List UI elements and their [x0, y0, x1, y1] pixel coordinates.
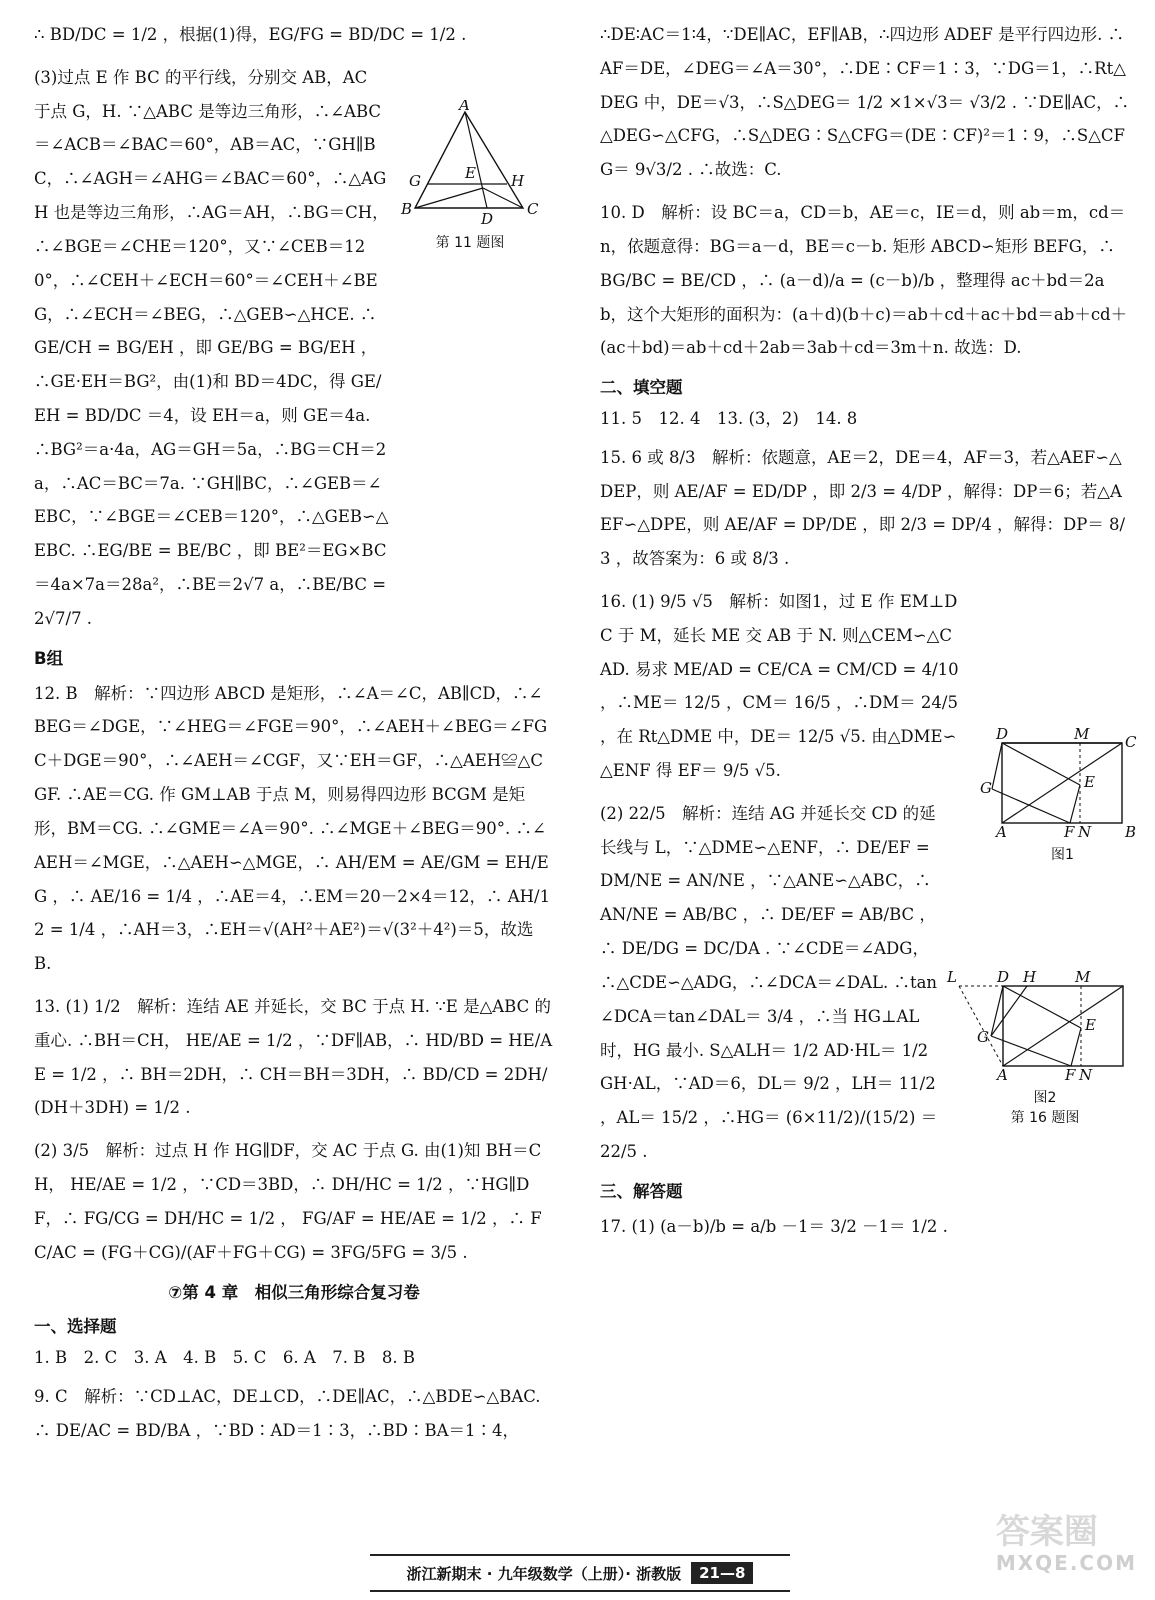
- answer-paragraph: 13. (1) 1/2 解析：连结 AE 并延长，交 BC 于点 H. ∵E 是△ABC 的重心. ∴BH＝CH， HE/AE = 1/2 ，∵DF∥AB，∴ HD/BD = HE/AE = 1/2 ，∴ BH＝2DH，∴ CH＝BH＝3DH，∴ BD/CD = 2DH/(DH＋3DH) = 1/2 .: [34, 996, 553, 1118]
- fig16-1-label: M: [1074, 725, 1090, 743]
- answer-paragraph: (2) 22/5 解析：连结 AG 并延长交 CD 的延长线与 L，∵△DME∽△ENF，∴ DE/EF = DM/NE = AN/NE ，∵△ANE∽△ABC，∴ AN/NE = AB/BC ，∴ DE/EF = AB/BC ，∴ DE/DG = DC/DA . ∵∠CDE＝∠ADG，∴△CDE∽△ADG，∴∠DCA＝∠DAL. ∴tan∠DCA＝tan∠DAL＝ 3/4 ，∴当 HG⊥AL 时，HG 最小. S△ALH＝ 1/2 AD·HL＝ 1/2 GH·AL，∵AD＝6，DL＝ 9/2 ，LH＝ 11/2 ，AL＝ 15/2 ，∴HG＝ (6×11/2)/(15/2) ＝ 22/5 .: [600, 803, 938, 1161]
- section-heading: 一、选择题: [34, 1317, 117, 1337]
- fig11-label: A: [459, 100, 470, 114]
- section-heading: 三、解答题: [600, 1181, 683, 1201]
- fig16-1-label: C: [1125, 733, 1137, 751]
- fig11-label: D: [481, 210, 494, 228]
- fig16-2-label: A: [997, 1066, 1008, 1083]
- fig11-label: B: [401, 200, 413, 218]
- figure-16-2: [945, 968, 1145, 1128]
- figure-16-1-diagram: [980, 725, 1145, 840]
- answer-paragraph: 12. B 解析：∵四边形 ABCD 是矩形，∴∠A＝∠C，AB∥CD，∴∠BEG＝∠DGE，∵∠HEG＝∠FGE＝90°，∴∠AEH＋∠BEG＝∠FGC＋DGE＝90°，∴∠AEH＝∠CGF，又∵EH＝GF，∴△AEH≌△CGF. ∴AE＝CG. 作 GM⊥AB 于点 M，则易得四边形 BCGM 是矩形，BM＝CG. ∴∠GME＝∠A＝90°. ∴∠MGE＋∠BEG＝90°. ∴∠AEH＝∠MGE，∴△AEH∽△MGE，∴ AH/EM = AE/GM = EH/EG ，∴ AE/16 = 1/4 ，∴AE＝4，∴EM＝20－2×4＝12，∴ AH/12 = 1/4 ，∴AH＝3，∴EH＝√(AH²＋AE²)＝√(3²＋4²)＝5，故选 B.: [34, 683, 551, 974]
- answer-paragraph: ∴DE∶AC＝1∶4，∵DE∥AC，EF∥AB，∴四边形 ADEF 是平行四边形. ∴AF＝DE，∠DEG＝∠A＝30°，∴DE∶CF＝1∶3，∵DG＝1，∴Rt△DEG 中，DE＝√3，∴S△DEG＝ 1/2 ×1×√3＝ √3/2 . ∵DE∥AC，∴△DEG∽△CFG，∴S△DEG∶S△CFG＝(DE∶CF)²＝1∶9，∴S△CFG＝ 9√3/2 . ∴故选：C.: [600, 25, 1130, 180]
- page-footer: [370, 1554, 790, 1592]
- fig16-2-label: F: [1065, 1066, 1076, 1083]
- figure-16-1-caption: 图1: [1051, 847, 1074, 863]
- answer-paragraph: 15. 6 或 8/3 解析：依题意，AE＝2，DE＝4，AF＝3，若△AEF∽△DEP，则 AE/AF = ED/DP ，即 2/3 = 4/DP ，解得：DP＝6；若△AEF∽△DPE，则 AE/AF = DP/DE ，即 2/3 = DP/4 ，解得：DP＝ 8/3 ，故答案为：6 或 8/3 .: [600, 447, 1126, 569]
- watermark-sub: MXQE.COM: [995, 1551, 1137, 1575]
- fig16-2-label: M: [1075, 968, 1091, 986]
- watermark: [995, 1512, 1137, 1575]
- answer-paragraph: 11. 5 12. 4 13. (3，2) 14. 8: [600, 409, 858, 429]
- page-number: 21—8: [691, 1562, 753, 1584]
- fig11-label: H: [511, 172, 525, 190]
- fig16-1-label: D: [996, 725, 1009, 743]
- answer-paragraph: 10. D 解析：设 BC＝a，CD＝b，AE＝c，IE＝d，则 ab＝m，cd＝n，依题意得：BG＝a－d，BE＝c－b. 矩形 ABCD∽矩形 BEFG，∴ BG/BC = BE/CD ，∴ (a－d)/a = (c－b)/b ，整理得 ac＋bd＝2ab，这个大矩形的面积为：(a＋d)(b＋c)＝ab＋cd＋ac＋bd＝ab＋cd＋(ac＋bd)＝ab＋cd＋2ab＝3ab＋cd＝3m＋n. 故选：D.: [600, 203, 1128, 358]
- fig16-1-label: B: [1125, 823, 1137, 840]
- fig16-2-label: N: [1079, 1066, 1093, 1083]
- fig11-label: E: [465, 164, 476, 182]
- answer-paragraph: 17. (1) (a－b)/b = a/b －1＝ 3/2 －1＝ 1/2 .: [600, 1216, 948, 1236]
- fig16-2-label: E: [1085, 1016, 1096, 1034]
- fig16-1-label: G: [980, 779, 992, 797]
- figure-16-2-caption: 图2: [1033, 1090, 1057, 1106]
- fig16-2-label: H: [1023, 968, 1037, 986]
- answer-paragraph: 16. (1) 9/5 √5 解析：如图1，过 E 作 EM⊥DC 于 M，延长 ME 交 AB 于 N. 则△CEM∽△CAD. 易求 ME/AD = CE/CA = CM/CD = 4/10 ，∴ME＝ 12/5 ，CM＝ 16/5 ，∴DM＝ 24/5 ，在 Rt△DME 中，DE＝ 12/5 √5. 由△DME∽△ENF 得 EF＝ 9/5 √5.: [600, 591, 959, 780]
- answer-paragraph: (3)过点 E 作 BC 的平行线，分别交 AB，AC 于点 G，H. ∵△ABC 是等边三角形，∴∠ABC＝∠ACB＝∠BAC＝60°，AB＝AC，∵GH∥BC，∴∠AGH＝∠AHG＝∠BAC＝60°，∴△AGH 也是等边三角形，∴AG＝AH，∴BG＝CH，∴∠BGE＝∠CHE＝120°，又∵∠CEB＝120°，∴∠CEH＋∠ECH＝60°＝∠CEH＋∠BEG，∴∠ECH＝∠BEG，∴△GEB∽△HCE. ∴GE/CH = BG/EH ，即 GE/BG = BG/EH ，∴GE·EH＝BG²，由(1)和 BD＝4DC，得 GE/EH = BD/DC ＝4，设 EH＝a，则 GE＝4a. ∴BG²＝a·4a，AG＝GH＝5a，∴BG＝CH＝2a，∴AC＝BC＝7a. ∵GH∥BC，∴∠GEB＝∠EBC，∵∠BGE＝∠CEB＝120°，∴△GEB∽△EBC. ∴EG/BE = BE/BC ，即 BE²＝EG×BC＝4a×7a＝28a²，∴BE＝2√7 a，∴BE/BC = 2√7/7 .: [34, 67, 389, 628]
- fig11-label: G: [409, 172, 421, 190]
- figure-16-title: 第 16 题图: [1010, 1110, 1080, 1126]
- section-heading: B组: [34, 648, 64, 668]
- fig16-1-label: N: [1078, 823, 1092, 840]
- fig16-2-label: D: [997, 968, 1010, 986]
- figure-11: [395, 100, 545, 250]
- watermark-main: 答案圈: [995, 1512, 1098, 1552]
- figure-16-2-diagram: [945, 968, 1145, 1083]
- fig16-2-label: L: [947, 968, 957, 986]
- section-heading: 二、填空题: [600, 378, 683, 398]
- figure-11-diagram: [395, 100, 545, 228]
- footer-text: 浙江新期末 · 九年级数学（上册）· 浙教版: [406, 1564, 682, 1583]
- fig16-1-label: F: [1064, 823, 1075, 840]
- figure-11-caption: 第 11 题图: [435, 235, 505, 251]
- answer-paragraph: 9. C 解析：∵CD⊥AC，DE⊥CD，∴DE∥AC，∴△BDE∽△BAC. ∴ DE/AC = BD/BA ，∵BD∶AD＝1∶3，∴BD∶BA＝1∶4，: [34, 1387, 541, 1440]
- fig16-2-label: G: [977, 1028, 989, 1046]
- chapter-title: ⑦第 4 章 相似三角形综合复习卷: [168, 1283, 420, 1303]
- fig11-label: C: [527, 200, 539, 218]
- answer-paragraph: ∴ BD/DC = 1/2 ，根据(1)得，EG/FG = BD/DC = 1/2 .: [34, 25, 467, 44]
- answer-paragraph: 1. B 2. C 3. A 4. B 5. C 6. A 7. B 8. B: [34, 1348, 415, 1368]
- answer-paragraph: (2) 3/5 解析：过点 H 作 HG∥DF，交 AC 于点 G. 由(1)知 BH＝CH， HE/AE = 1/2 ，∵CD＝3BD，∴ DH/HC = 1/2 ，∵HG∥DF，∴ FG/CG = DH/HC = 1/2 ， FG/AF = HE/AE = 1/2 ，∴ FC/AC = (FG＋CG)/(AF＋FG＋CG) = 3FG/5FG = 3/5 .: [34, 1141, 542, 1262]
- fig16-1-label: A: [996, 823, 1007, 840]
- fig16-1-label: E: [1084, 773, 1095, 791]
- figure-16-1: [980, 725, 1145, 863]
